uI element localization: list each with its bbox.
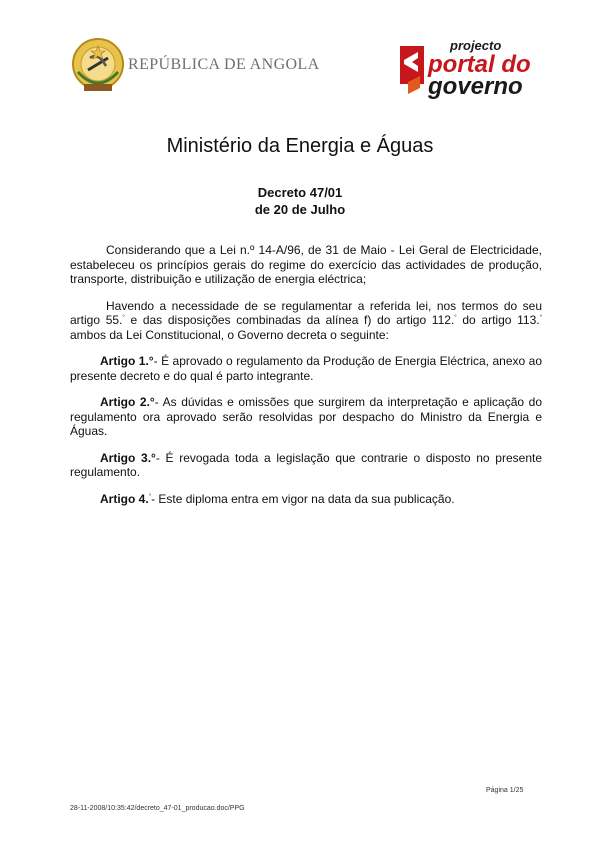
article-1 — [70, 354, 542, 383]
article-4-text: - Este diploma entra em vigor na data da sua publicação. — [151, 491, 455, 506]
article-2 — [70, 395, 542, 439]
article-3-text: - É revogada toda a legislação que contrarie o disposto no presente regulamento. — [70, 450, 543, 479]
paragraph-havendo-part1: Havendo a necessidade de se regulamentar a referida lei, nos termos do seu artigo 55. — [70, 298, 542, 327]
article-1-text: - É aprovado o regulamento da Produção de Energia Eléctrica, anexo ao presente decreto e do qual é parto integrante. — [70, 354, 542, 383]
article-2-text: - As dúvidas e omissões que surgirem da interpretação e aplicação do regulamento ora aprovado serão resolvidas por despacho do Ministro da Energia e Águas. — [70, 395, 542, 438]
document-metadata: 28-11-2008/10:35:42/decreto_47-01_producao.doc/PPG — [70, 805, 245, 812]
decree-heading — [0, 184, 600, 218]
paragraph-havendo-part4: ambos da Lei Constitucional, o Governo decreta o seguinte: — [70, 327, 389, 342]
degree-mark: ° — [454, 315, 457, 321]
paragraph-havendo — [70, 299, 542, 343]
degree-mark: ° — [539, 315, 542, 321]
article-3-label: Artigo 3.° — [100, 450, 156, 465]
degree-mark: ° — [148, 493, 152, 500]
article-1-label: Artigo 1.° — [100, 354, 154, 368]
article-3 — [70, 451, 542, 480]
svg-text:governo: governo — [428, 73, 523, 100]
article-4 — [70, 492, 542, 507]
page-number: Página 1/25 — [486, 787, 524, 794]
document-body — [70, 243, 542, 518]
decree-number: Decreto 47/01 — [257, 185, 343, 200]
svg-text:portal do: portal do — [428, 51, 531, 78]
paragraph-considerando: Considerando que a Lei n.º 14-A/96, de 31 de Maio - Lei Geral de Electricidade, estabeleceu os princípios gerais do regime do exercício das actividades de produção, transporte, distribuição e utilização de energia eléctrica; — [70, 243, 542, 286]
svg-text:projecto: projecto — [450, 38, 502, 53]
ministry-title: Ministério da Energia e Águas — [166, 135, 434, 157]
paragraph-havendo-part3: do artigo 113. — [456, 313, 540, 327]
paragraph-havendo-part2: e das disposições combinadas da alínea f) do artigo 112. — [124, 313, 455, 327]
page-header — [0, 0, 600, 110]
portal-do-governo-logo — [398, 38, 546, 100]
article-2-label: Artigo 2.° — [100, 395, 155, 409]
degree-mark: ° — [122, 315, 125, 321]
decree-date: de 20 de Julho — [254, 202, 346, 217]
article-4-label: Artigo 4. — [100, 491, 149, 506]
angola-emblem-icon — [70, 36, 126, 96]
republic-title: REPÚBLICA DE ANGOLA — [128, 56, 320, 73]
